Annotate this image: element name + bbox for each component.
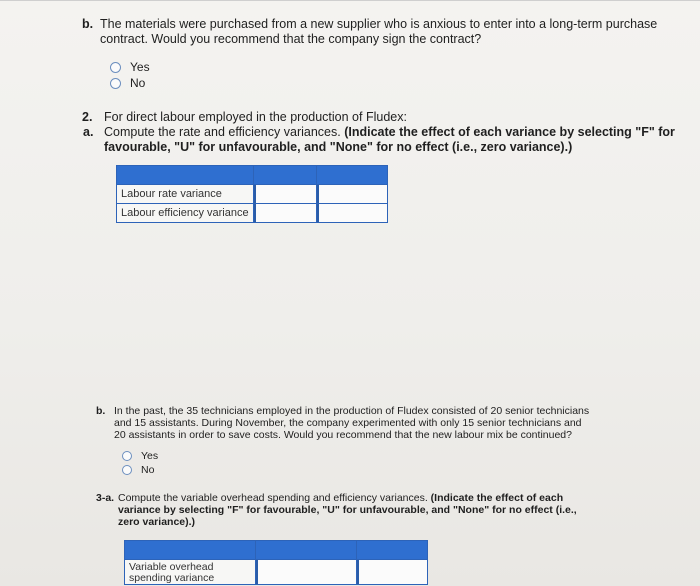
instruction-text: (Indicate the effect of each xyxy=(430,492,564,504)
effect-select[interactable] xyxy=(357,560,428,585)
instruction-text-line3: zero variance).) xyxy=(118,516,196,528)
labour-variance-table xyxy=(116,165,388,223)
effect-select[interactable] xyxy=(316,185,387,204)
top-divider xyxy=(0,0,700,1)
amount-input[interactable] xyxy=(253,185,316,204)
table-row xyxy=(117,185,388,204)
question-number: 3-a. xyxy=(96,492,115,504)
question-number: b. xyxy=(96,405,106,417)
radio-yes-2b[interactable] xyxy=(122,450,158,462)
question-2 xyxy=(82,110,682,158)
question-text-line1 xyxy=(118,492,563,504)
table-row xyxy=(117,204,388,223)
question-number: 2. xyxy=(82,110,93,124)
question-text-line3: 20 assistants in order to save costs. Would you recommend that the new labour mix be continued? xyxy=(114,429,572,441)
input-box[interactable] xyxy=(256,560,356,584)
amount-input[interactable] xyxy=(253,204,316,223)
radio-circle-icon[interactable] xyxy=(110,78,121,89)
subquestion-text-line1 xyxy=(104,125,675,140)
input-box[interactable] xyxy=(254,204,316,222)
header-cell xyxy=(256,541,357,560)
select-box[interactable] xyxy=(317,185,387,203)
input-box[interactable] xyxy=(254,185,316,203)
instruction-text-line2: favourable, "U" for unfavourable, and "None" for no effect (i.e., zero variance).) xyxy=(104,140,573,154)
radio-circle-icon[interactable] xyxy=(110,62,121,73)
header-cell xyxy=(125,541,256,560)
subquestion-number: a. xyxy=(83,125,94,139)
instruction-text-line2: variance by selecting "F" for favourable, "U" for unfavourable, and "None" for no effect (i.e., xyxy=(118,504,577,516)
radio-label: Yes xyxy=(141,450,159,462)
header-cell xyxy=(253,166,316,185)
header-cell xyxy=(316,166,387,185)
table-header-row xyxy=(117,166,388,185)
question-text-line2: and 15 assistants. During November, the company experimented with only 15 senior technicians and xyxy=(114,417,582,429)
question-2b xyxy=(96,405,686,443)
header-cell xyxy=(117,166,254,185)
select-box[interactable] xyxy=(317,204,387,222)
radio-label: Yes xyxy=(130,60,150,74)
question-1b xyxy=(82,17,682,49)
radio-label: No xyxy=(130,76,146,90)
row-label: Labour efficiency variance xyxy=(117,204,254,223)
question-text-line1: In the past, the 35 technicians employed in the production of Fludex consisted of 20 senior technicians xyxy=(114,405,590,417)
overhead-variance-table xyxy=(124,540,428,585)
effect-select[interactable] xyxy=(316,204,387,223)
instruction-text: (Indicate the effect of each variance by selecting "F" for xyxy=(344,125,675,139)
radio-yes-1b[interactable] xyxy=(110,60,150,74)
row-label: Labour rate variance xyxy=(117,185,254,204)
table-header-row xyxy=(125,541,428,560)
question-text-line1: The materials were purchased from a new supplier who is anxious to enter into a long-term purchase xyxy=(100,17,658,31)
table-row xyxy=(125,560,428,585)
question-3a xyxy=(96,492,686,530)
radio-label: No xyxy=(141,464,155,476)
question-text: Compute the variable overhead spending and efficiency variances. xyxy=(118,492,428,504)
radio-circle-icon[interactable] xyxy=(122,451,132,461)
question-number: b. xyxy=(82,17,94,31)
radio-no-1b[interactable] xyxy=(110,76,145,90)
row-label: Variable overhead spending variance xyxy=(125,560,256,585)
radio-circle-icon[interactable] xyxy=(122,465,132,475)
question-intro: For direct labour employed in the production of Fludex: xyxy=(104,110,407,124)
radio-no-2b[interactable] xyxy=(122,464,154,476)
subquestion-text: Compute the rate and efficiency variances. xyxy=(104,125,341,139)
amount-input[interactable] xyxy=(256,560,357,585)
select-box[interactable] xyxy=(357,560,427,584)
question-text-line2: contract. Would you recommend that the company sign the contract? xyxy=(100,32,482,46)
header-cell xyxy=(357,541,428,560)
